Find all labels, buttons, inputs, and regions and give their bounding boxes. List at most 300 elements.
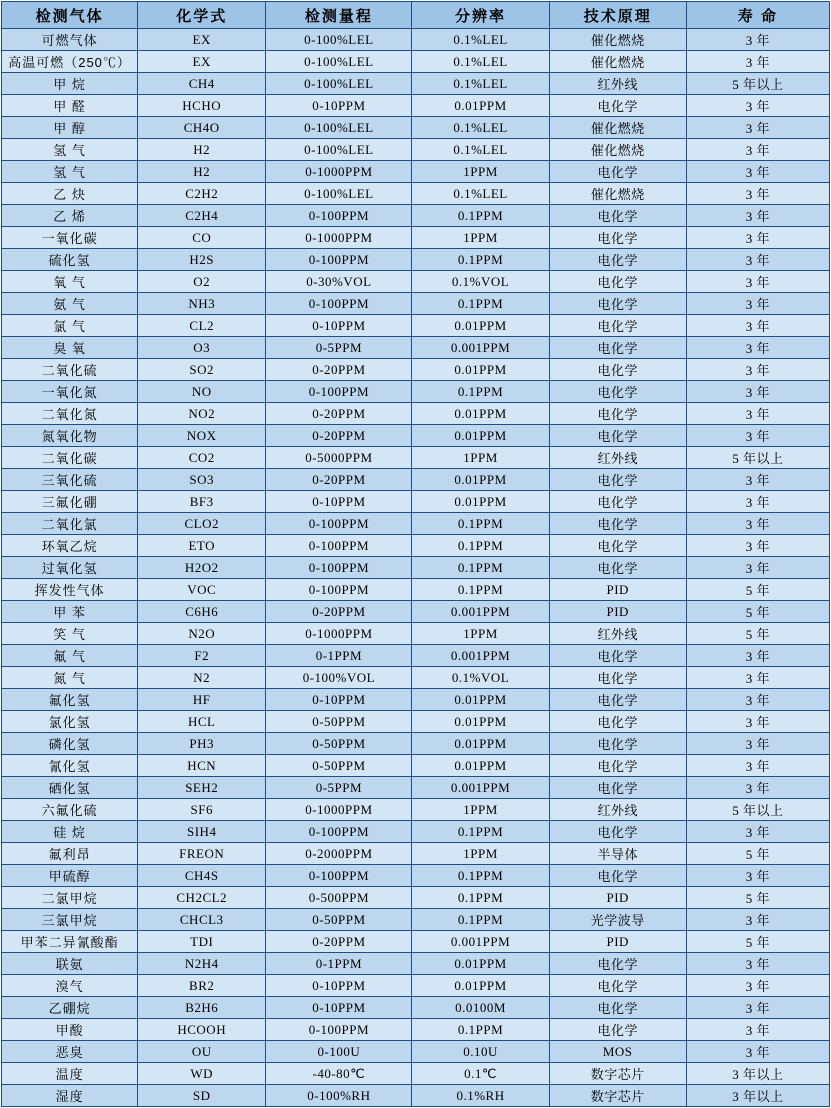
- cell-lifetime: 3 年: [686, 645, 829, 667]
- gas-sensor-spec-table: [1, 1, 830, 1107]
- cell-lifetime: 3 年: [686, 667, 829, 689]
- cell-range: 0-100PPM: [266, 865, 412, 887]
- cell-range: 0-100PPM: [266, 205, 412, 227]
- cell-principle: 电化学: [549, 161, 686, 183]
- cell-gas: 氢 气: [2, 139, 138, 161]
- cell-range: 0-100PPM: [266, 249, 412, 271]
- cell-lifetime: 3 年: [686, 271, 829, 293]
- cell-principle: 电化学: [549, 293, 686, 315]
- table-row: [2, 293, 830, 315]
- cell-gas: 温度: [2, 1063, 138, 1085]
- cell-range: 0-100%VOL: [266, 667, 412, 689]
- cell-formula: SD: [138, 1085, 266, 1107]
- cell-resolution: 0.1%RH: [412, 1085, 549, 1107]
- cell-lifetime: 3 年: [686, 161, 829, 183]
- cell-formula: WD: [138, 1063, 266, 1085]
- table-row: [2, 161, 830, 183]
- cell-formula: CO: [138, 227, 266, 249]
- cell-formula: C6H6: [138, 601, 266, 623]
- cell-range: 0-100PPM: [266, 557, 412, 579]
- cell-range: 0-100%LEL: [266, 139, 412, 161]
- column-header-formula: 化学式: [138, 2, 266, 29]
- cell-principle: 电化学: [549, 425, 686, 447]
- cell-lifetime: 3 年: [686, 755, 829, 777]
- cell-formula: SIH4: [138, 821, 266, 843]
- table-row: [2, 513, 830, 535]
- table-row: [2, 865, 830, 887]
- cell-lifetime: 3 年: [686, 535, 829, 557]
- cell-resolution: 0.1℃: [412, 1063, 549, 1085]
- cell-gas: 六氟化硫: [2, 799, 138, 821]
- cell-resolution: 0.1PPM: [412, 249, 549, 271]
- cell-resolution: 0.1PPM: [412, 205, 549, 227]
- cell-range: 0-10PPM: [266, 95, 412, 117]
- cell-resolution: 0.01PPM: [412, 403, 549, 425]
- cell-range: 0-100%RH: [266, 1085, 412, 1107]
- cell-lifetime: 3 年: [686, 469, 829, 491]
- cell-resolution: 0.01PPM: [412, 491, 549, 513]
- cell-resolution: 0.01PPM: [412, 95, 549, 117]
- cell-lifetime: 5 年以上: [686, 73, 829, 95]
- cell-principle: 电化学: [549, 733, 686, 755]
- cell-resolution: 0.01PPM: [412, 953, 549, 975]
- header-row: [2, 2, 830, 29]
- cell-lifetime: 3 年: [686, 513, 829, 535]
- cell-formula: NH3: [138, 293, 266, 315]
- cell-range: 0-1PPM: [266, 953, 412, 975]
- cell-gas: 乙 烯: [2, 205, 138, 227]
- table-row: [2, 601, 830, 623]
- cell-gas: 硅 烷: [2, 821, 138, 843]
- table-row: [2, 403, 830, 425]
- cell-principle: 电化学: [549, 557, 686, 579]
- cell-principle: 电化学: [549, 645, 686, 667]
- cell-formula: H2O2: [138, 557, 266, 579]
- cell-formula: H2S: [138, 249, 266, 271]
- cell-formula: O2: [138, 271, 266, 293]
- cell-lifetime: 3 年: [686, 1041, 829, 1063]
- table-row: [2, 535, 830, 557]
- cell-formula: N2H4: [138, 953, 266, 975]
- cell-principle: 电化学: [549, 359, 686, 381]
- cell-resolution: 0.01PPM: [412, 975, 549, 997]
- table-row: [2, 557, 830, 579]
- cell-resolution: 1PPM: [412, 623, 549, 645]
- cell-range: 0-500PPM: [266, 887, 412, 909]
- cell-formula: H2: [138, 139, 266, 161]
- cell-resolution: 0.1%LEL: [412, 139, 549, 161]
- table-row: [2, 799, 830, 821]
- cell-principle: 电化学: [549, 205, 686, 227]
- cell-formula: EX: [138, 29, 266, 51]
- cell-lifetime: 3 年: [686, 777, 829, 799]
- cell-principle: 电化学: [549, 997, 686, 1019]
- cell-resolution: 0.1PPM: [412, 557, 549, 579]
- cell-principle: 电化学: [549, 777, 686, 799]
- cell-lifetime: 3 年: [686, 227, 829, 249]
- cell-lifetime: 5 年: [686, 843, 829, 865]
- cell-formula: SO3: [138, 469, 266, 491]
- column-header-lifetime: 寿 命: [686, 2, 829, 29]
- cell-formula: N2O: [138, 623, 266, 645]
- table-row: [2, 645, 830, 667]
- cell-principle: 电化学: [549, 535, 686, 557]
- cell-resolution: 0.1%VOL: [412, 271, 549, 293]
- cell-range: 0-20PPM: [266, 359, 412, 381]
- cell-formula: HCOOH: [138, 1019, 266, 1041]
- cell-formula: HCL: [138, 711, 266, 733]
- cell-range: 0-100PPM: [266, 579, 412, 601]
- cell-gas: 恶臭: [2, 1041, 138, 1063]
- cell-resolution: 0.1PPM: [412, 381, 549, 403]
- cell-resolution: 0.001PPM: [412, 777, 549, 799]
- cell-principle: 电化学: [549, 337, 686, 359]
- cell-lifetime: 3 年: [686, 975, 829, 997]
- cell-principle: 电化学: [549, 469, 686, 491]
- cell-principle: 电化学: [549, 821, 686, 843]
- cell-principle: PID: [549, 579, 686, 601]
- cell-principle: 电化学: [549, 381, 686, 403]
- cell-lifetime: 3 年: [686, 953, 829, 975]
- cell-range: 0-10PPM: [266, 315, 412, 337]
- cell-principle: 电化学: [549, 975, 686, 997]
- table-row: [2, 73, 830, 95]
- cell-gas: 三氯甲烷: [2, 909, 138, 931]
- cell-principle: 数字芯片: [549, 1063, 686, 1085]
- cell-range: 0-10PPM: [266, 997, 412, 1019]
- cell-resolution: 0.001PPM: [412, 931, 549, 953]
- cell-formula: NO: [138, 381, 266, 403]
- cell-lifetime: 3 年: [686, 491, 829, 513]
- cell-resolution: 0.1%LEL: [412, 117, 549, 139]
- cell-principle: 催化燃烧: [549, 29, 686, 51]
- cell-range: 0-100%LEL: [266, 51, 412, 73]
- cell-lifetime: 3 年: [686, 29, 829, 51]
- cell-gas: 臭 氧: [2, 337, 138, 359]
- cell-lifetime: 3 年: [686, 293, 829, 315]
- table-row: [2, 843, 830, 865]
- cell-lifetime: 3 年: [686, 557, 829, 579]
- cell-lifetime: 3 年: [686, 359, 829, 381]
- cell-principle: 红外线: [549, 447, 686, 469]
- table-row: [2, 359, 830, 381]
- cell-resolution: 0.1PPM: [412, 909, 549, 931]
- cell-lifetime: 5 年: [686, 601, 829, 623]
- cell-resolution: 1PPM: [412, 843, 549, 865]
- cell-formula: VOC: [138, 579, 266, 601]
- cell-resolution: 0.01PPM: [412, 755, 549, 777]
- cell-resolution: 0.01PPM: [412, 733, 549, 755]
- cell-lifetime: 3 年: [686, 117, 829, 139]
- cell-lifetime: 5 年: [686, 887, 829, 909]
- cell-resolution: 0.1PPM: [412, 579, 549, 601]
- cell-formula: F2: [138, 645, 266, 667]
- cell-principle: 电化学: [549, 667, 686, 689]
- table-row: [2, 249, 830, 271]
- cell-gas: 氮 气: [2, 667, 138, 689]
- cell-gas: 氰化氢: [2, 755, 138, 777]
- cell-gas: 甲 烷: [2, 73, 138, 95]
- table-row: [2, 623, 830, 645]
- cell-resolution: 0.01PPM: [412, 425, 549, 447]
- cell-range: 0-20PPM: [266, 403, 412, 425]
- cell-resolution: 0.1%LEL: [412, 29, 549, 51]
- cell-lifetime: 3 年: [686, 139, 829, 161]
- cell-range: 0-100PPM: [266, 1019, 412, 1041]
- cell-resolution: 0.001PPM: [412, 601, 549, 623]
- cell-range: 0-1PPM: [266, 645, 412, 667]
- cell-gas: 二氯甲烷: [2, 887, 138, 909]
- cell-resolution: 0.01PPM: [412, 689, 549, 711]
- cell-range: 0-20PPM: [266, 425, 412, 447]
- table-row: [2, 205, 830, 227]
- cell-resolution: 0.01PPM: [412, 315, 549, 337]
- cell-lifetime: 3 年: [686, 183, 829, 205]
- cell-principle: 催化燃烧: [549, 139, 686, 161]
- cell-principle: 电化学: [549, 865, 686, 887]
- table-row: [2, 29, 830, 51]
- cell-range: 0-30%VOL: [266, 271, 412, 293]
- cell-principle: 电化学: [549, 315, 686, 337]
- table-body: [2, 29, 830, 1107]
- table-row: [2, 381, 830, 403]
- cell-principle: 电化学: [549, 1019, 686, 1041]
- cell-gas: 二氧化氮: [2, 403, 138, 425]
- cell-range: 0-100PPM: [266, 535, 412, 557]
- cell-lifetime: 3 年: [686, 315, 829, 337]
- table-row: [2, 953, 830, 975]
- table-row: [2, 755, 830, 777]
- cell-resolution: 0.1%LEL: [412, 73, 549, 95]
- cell-range: 0-10PPM: [266, 689, 412, 711]
- cell-range: 0-2000PPM: [266, 843, 412, 865]
- cell-principle: 电化学: [549, 513, 686, 535]
- cell-lifetime: 5 年以上: [686, 447, 829, 469]
- cell-formula: CH4: [138, 73, 266, 95]
- cell-range: 0-10PPM: [266, 491, 412, 513]
- cell-formula: CH2CL2: [138, 887, 266, 909]
- cell-principle: PID: [549, 931, 686, 953]
- cell-resolution: 0.1PPM: [412, 1019, 549, 1041]
- cell-gas: 氟 气: [2, 645, 138, 667]
- cell-range: 0-100%LEL: [266, 117, 412, 139]
- table-row: [2, 227, 830, 249]
- cell-lifetime: 3 年: [686, 909, 829, 931]
- cell-principle: 电化学: [549, 689, 686, 711]
- cell-lifetime: 3 年: [686, 51, 829, 73]
- cell-formula: SO2: [138, 359, 266, 381]
- cell-range: 0-50PPM: [266, 755, 412, 777]
- table-row: [2, 337, 830, 359]
- table-row: [2, 1085, 830, 1107]
- cell-lifetime: 5 年: [686, 623, 829, 645]
- cell-gas: 挥发性气体: [2, 579, 138, 601]
- table-row: [2, 931, 830, 953]
- cell-principle: 电化学: [549, 271, 686, 293]
- cell-gas: 硫化氢: [2, 249, 138, 271]
- table-row: [2, 821, 830, 843]
- column-header-range: 检测量程: [266, 2, 412, 29]
- cell-lifetime: 3 年: [686, 381, 829, 403]
- cell-principle: 电化学: [549, 491, 686, 513]
- cell-lifetime: 3 年: [686, 249, 829, 271]
- table-row: [2, 469, 830, 491]
- cell-range: 0-20PPM: [266, 601, 412, 623]
- cell-resolution: 1PPM: [412, 447, 549, 469]
- cell-formula: C2H4: [138, 205, 266, 227]
- table-row: [2, 777, 830, 799]
- table-row: [2, 733, 830, 755]
- cell-formula: CO2: [138, 447, 266, 469]
- cell-formula: H2: [138, 161, 266, 183]
- cell-principle: 红外线: [549, 73, 686, 95]
- table-row: [2, 975, 830, 997]
- cell-lifetime: 3 年: [686, 733, 829, 755]
- cell-range: 0-50PPM: [266, 909, 412, 931]
- cell-lifetime: 3 年: [686, 865, 829, 887]
- cell-gas: 乙硼烷: [2, 997, 138, 1019]
- cell-resolution: 0.0100M: [412, 997, 549, 1019]
- cell-gas: 一氧化氮: [2, 381, 138, 403]
- cell-gas: 三氟化硼: [2, 491, 138, 513]
- cell-resolution: 0.1PPM: [412, 887, 549, 909]
- cell-formula: HF: [138, 689, 266, 711]
- cell-resolution: 1PPM: [412, 227, 549, 249]
- cell-formula: TDI: [138, 931, 266, 953]
- cell-principle: 红外线: [549, 623, 686, 645]
- cell-gas: 甲 醇: [2, 117, 138, 139]
- cell-formula: HCN: [138, 755, 266, 777]
- cell-range: 0-1000PPM: [266, 161, 412, 183]
- cell-lifetime: 3 年: [686, 821, 829, 843]
- cell-formula: O3: [138, 337, 266, 359]
- table-row: [2, 667, 830, 689]
- cell-gas: 笑 气: [2, 623, 138, 645]
- table-row: [2, 1063, 830, 1085]
- cell-range: 0-100PPM: [266, 293, 412, 315]
- cell-lifetime: 5 年以上: [686, 799, 829, 821]
- cell-principle: MOS: [549, 1041, 686, 1063]
- cell-range: 0-5PPM: [266, 777, 412, 799]
- cell-resolution: 0.10U: [412, 1041, 549, 1063]
- cell-principle: 电化学: [549, 249, 686, 271]
- cell-range: 0-100PPM: [266, 513, 412, 535]
- cell-gas: 过氧化氢: [2, 557, 138, 579]
- cell-formula: C2H2: [138, 183, 266, 205]
- cell-formula: SEH2: [138, 777, 266, 799]
- cell-gas: 磷化氢: [2, 733, 138, 755]
- cell-gas: 二氧化碳: [2, 447, 138, 469]
- cell-lifetime: 3 年以上: [686, 1063, 829, 1085]
- cell-range: 0-50PPM: [266, 711, 412, 733]
- cell-lifetime: 3 年以上: [686, 1085, 829, 1107]
- table-header: [2, 2, 830, 29]
- cell-range: -40-80℃: [266, 1063, 412, 1085]
- cell-resolution: 0.1PPM: [412, 513, 549, 535]
- cell-principle: 电化学: [549, 403, 686, 425]
- cell-gas: 一氧化碳: [2, 227, 138, 249]
- cell-gas: 三氧化硫: [2, 469, 138, 491]
- cell-principle: 电化学: [549, 953, 686, 975]
- column-header-resolution: 分辨率: [412, 2, 549, 29]
- cell-gas: 二氧化氯: [2, 513, 138, 535]
- cell-resolution: 1PPM: [412, 161, 549, 183]
- table-row: [2, 183, 830, 205]
- cell-resolution: 0.1PPM: [412, 535, 549, 557]
- cell-gas: 环氧乙烷: [2, 535, 138, 557]
- cell-gas: 高温可燃（250℃）: [2, 51, 138, 73]
- table-row: [2, 1041, 830, 1063]
- cell-lifetime: 3 年: [686, 403, 829, 425]
- column-header-principle: 技术原理: [549, 2, 686, 29]
- cell-range: 0-100%LEL: [266, 73, 412, 95]
- cell-resolution: 0.001PPM: [412, 645, 549, 667]
- cell-resolution: 0.1PPM: [412, 865, 549, 887]
- table-row: [2, 117, 830, 139]
- cell-formula: CLO2: [138, 513, 266, 535]
- cell-range: 0-100U: [266, 1041, 412, 1063]
- cell-range: 0-20PPM: [266, 469, 412, 491]
- cell-lifetime: 5 年: [686, 579, 829, 601]
- cell-lifetime: 3 年: [686, 95, 829, 117]
- cell-formula: B2H6: [138, 997, 266, 1019]
- cell-lifetime: 3 年: [686, 1019, 829, 1041]
- cell-resolution: 1PPM: [412, 799, 549, 821]
- cell-resolution: 0.01PPM: [412, 469, 549, 491]
- table-row: [2, 997, 830, 1019]
- cell-principle: 光学波导: [549, 909, 686, 931]
- table-row: [2, 689, 830, 711]
- cell-formula: BF3: [138, 491, 266, 513]
- cell-gas: 氯化氢: [2, 711, 138, 733]
- cell-gas: 氟化氢: [2, 689, 138, 711]
- cell-lifetime: 3 年: [686, 711, 829, 733]
- cell-gas: 氯 气: [2, 315, 138, 337]
- cell-resolution: 0.1%VOL: [412, 667, 549, 689]
- cell-lifetime: 3 年: [686, 997, 829, 1019]
- table-row: [2, 271, 830, 293]
- cell-formula: SF6: [138, 799, 266, 821]
- cell-formula: BR2: [138, 975, 266, 997]
- cell-principle: 催化燃烧: [549, 117, 686, 139]
- cell-formula: CL2: [138, 315, 266, 337]
- cell-gas: 二氧化硫: [2, 359, 138, 381]
- cell-range: 0-100%LEL: [266, 183, 412, 205]
- cell-gas: 甲酸: [2, 1019, 138, 1041]
- cell-gas: 溴气: [2, 975, 138, 997]
- table-row: [2, 315, 830, 337]
- cell-formula: OU: [138, 1041, 266, 1063]
- cell-gas: 甲 醛: [2, 95, 138, 117]
- cell-range: 0-20PPM: [266, 931, 412, 953]
- cell-lifetime: 3 年: [686, 337, 829, 359]
- cell-formula: N2: [138, 667, 266, 689]
- cell-formula: FREON: [138, 843, 266, 865]
- cell-principle: 电化学: [549, 711, 686, 733]
- table-row: [2, 887, 830, 909]
- cell-gas: 氧 气: [2, 271, 138, 293]
- cell-gas: 氮氧化物: [2, 425, 138, 447]
- cell-principle: 数字芯片: [549, 1085, 686, 1107]
- cell-principle: 电化学: [549, 95, 686, 117]
- cell-range: 0-1000PPM: [266, 227, 412, 249]
- cell-formula: PH3: [138, 733, 266, 755]
- cell-formula: NO2: [138, 403, 266, 425]
- cell-principle: 催化燃烧: [549, 51, 686, 73]
- table-row: [2, 491, 830, 513]
- table-row: [2, 95, 830, 117]
- cell-resolution: 0.1PPM: [412, 821, 549, 843]
